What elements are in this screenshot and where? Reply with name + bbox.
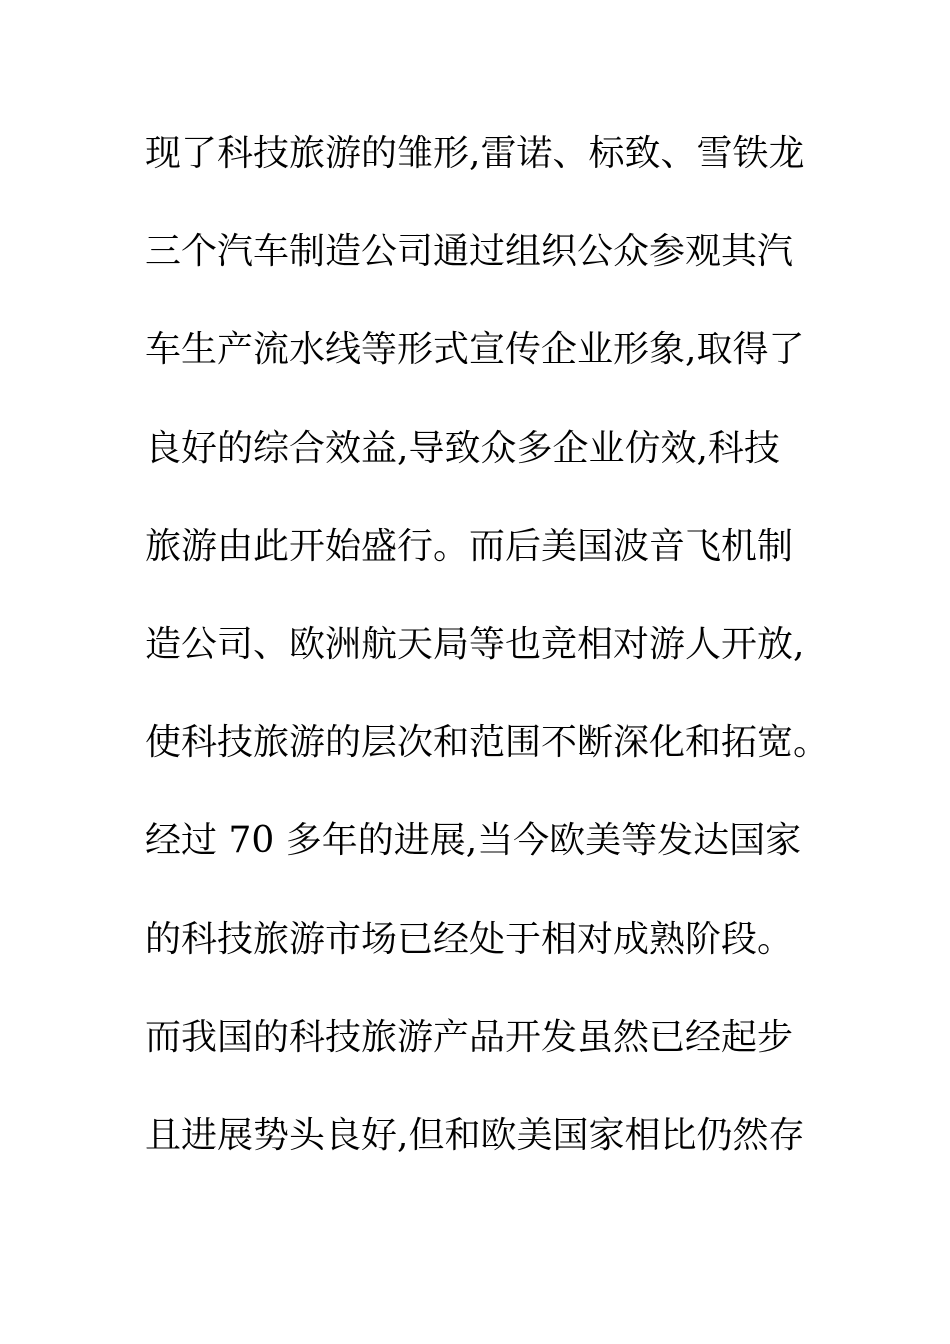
- text-line: 造公司、欧洲航天局等也竞相对游人开放,: [145, 623, 805, 665]
- text-line: 经过 70 多年的进展,当今欧美等发达国家: [145, 820, 802, 862]
- text-line: 良好的综合效益,导致众多企业仿效,科技: [145, 427, 780, 469]
- body-text: [145, 124, 830, 1204]
- text-line: 车生产流水线等形式宣传企业形象,取得了: [145, 329, 805, 371]
- text-line: 现了科技旅游的雏形,雷诺、标致、雪铁龙: [145, 133, 805, 174]
- text-line: 三个汽车制造公司通过组织公众参观其汽: [145, 231, 794, 273]
- text-line: 的科技旅游市场已经处于相对成熟阶段。: [145, 918, 794, 960]
- text-line: 使科技旅游的层次和范围不断深化和拓宽。: [145, 722, 830, 764]
- text-line: 旅游由此开始盛行。而后美国波音飞机制: [145, 525, 794, 567]
- text-line: 且进展势头良好,但和欧美国家相比仍然存: [145, 1114, 805, 1156]
- text-line: 而我国的科技旅游产品开发虽然已经起步: [145, 1016, 794, 1058]
